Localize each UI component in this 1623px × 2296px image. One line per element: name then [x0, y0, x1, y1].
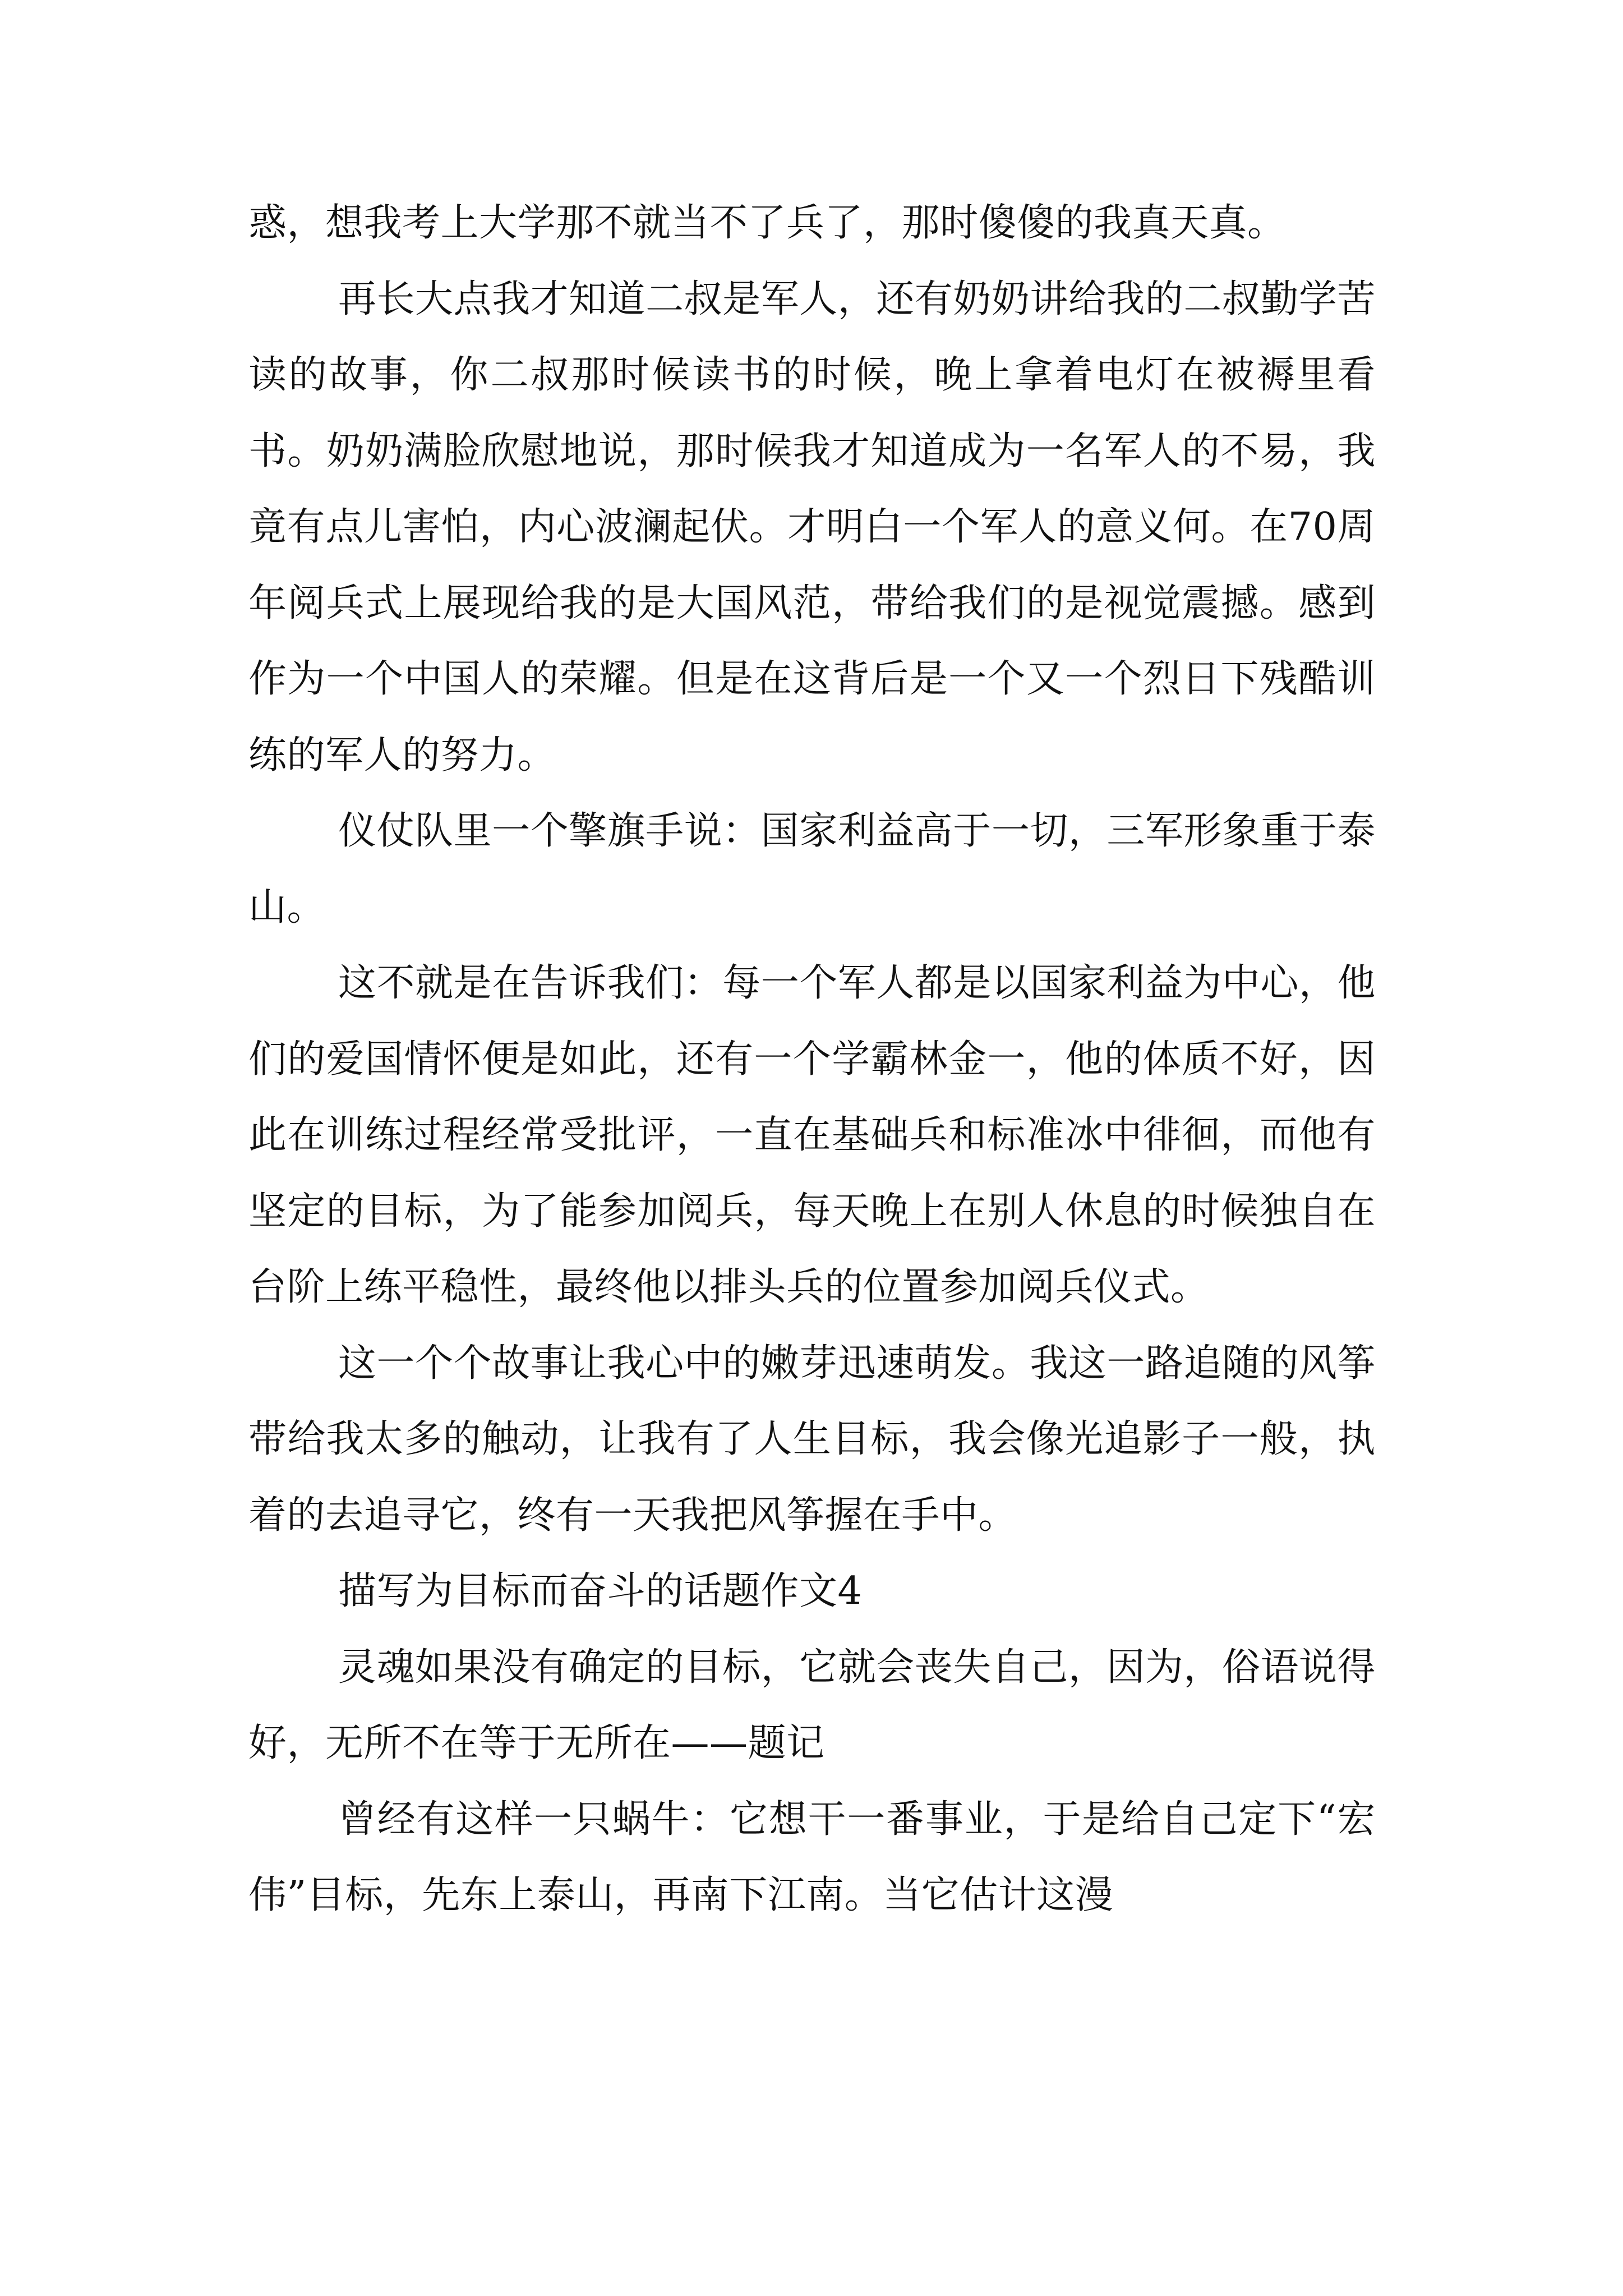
document-body — [248, 185, 1376, 1934]
paragraph: 曾经有这样一只蜗牛：它想干一番事业，于是给自己定下“宏伟”目标，先东上泰山，再南下江南。当它估计这漫 — [248, 1797, 1376, 1917]
paragraph: 这不就是在告诉我们：每一个军人都是以国家利益为中心，他们的爱国情怀便是如此，还有一个学霸林金一，他的体质不好，因此在训练过程经常受批评，一直在基础兵和标准冰中徘徊，而他有坚定的目标，为了能参加阅兵，每天晚上在别人休息的时候独自在台阶上练平稳性，最终他以排头兵的位置参加阅兵仪式。 — [248, 961, 1376, 1309]
section-heading: 描写为目标而奋斗的话题作文4 — [338, 1569, 863, 1613]
paragraph: 仪仗队里一个擎旗手说：国家利益高于一切，三军形象重于泰山。 — [248, 809, 1376, 930]
paragraph: 灵魂如果没有确定的目标，它就会丧失自己，因为，俗语说得好，无所不在等于无所在——题记 — [248, 1645, 1376, 1765]
paragraph: 惑，想我考上大学那不就当不了兵了，那时傻傻的我真天真。 — [248, 201, 1286, 245]
paragraph: 再长大点我才知道二叔是军人，还有奶奶讲给我的二叔勤学苦读的故事，你二叔那时候读书的时候，晚上拿着电灯在被褥里看书。奶奶满脸欣慰地说，那时候我才知道成为一名军人的不易，我竟有点儿害怕，内心波澜起伏。才明白一个军人的意义何。在70周年阅兵式上展现给我的是大国风范，带给我们的是视觉震撼。感到作为一个中国人的荣耀。但是在这背后是一个又一个烈日下残酷训练的军人的努力。 — [248, 277, 1376, 777]
paragraph: 这一个个故事让我心中的嫩芽迅速萌发。我这一路追随的风筝带给我太多的触动，让我有了人生目标，我会像光追影子一般，执着的去追寻它，终有一天我把风筝握在手中。 — [248, 1341, 1376, 1538]
